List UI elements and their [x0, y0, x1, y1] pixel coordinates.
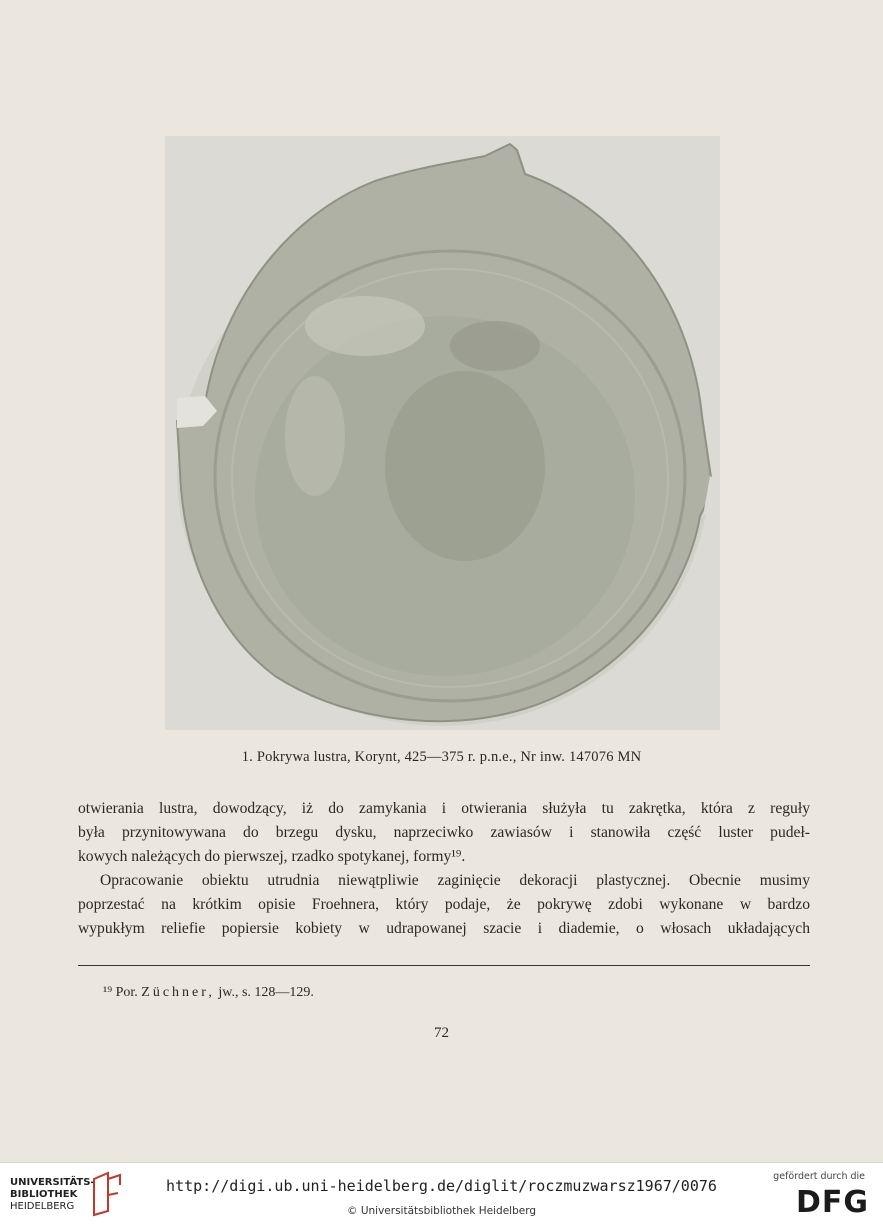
footnote-author: Züchner,: [141, 985, 215, 1000]
footnote-rest: jw., s. 128—129.: [218, 985, 314, 1000]
body-line: poprzestać na krótkim opisie Froehnera, który podaje, że pokrywę zdobi wykonane w bardzo: [78, 896, 810, 913]
body-line-last-text: kowych należących do pierwszej, rzadko spotykanej, formy¹⁹.: [78, 848, 466, 865]
library-name-line3: HEIDELBERG: [10, 1201, 75, 1212]
footnote-prefix: Por.: [115, 985, 138, 1000]
library-name-line2: BIBLIOTHEK: [10, 1189, 78, 1200]
figure-caption: 1. Pokrywa lustra, Korynt, 425—375 r. p.n.e., Nr inw. 147076 MN: [241, 749, 642, 765]
page-number: 72: [434, 1025, 449, 1041]
funder-note: gefördert durch die: [773, 1171, 865, 1182]
mirror-lid-image: [165, 136, 720, 730]
body-line: Opracowanie obiektu utrudnia niewątpliwie zaginięcie dekoracji plastycznej. Obecnie musimy: [100, 872, 810, 889]
body-line: wypukłym reliefie popiersie kobiety w udrapowanej szacie i diademie, o włosach układających: [78, 920, 810, 937]
copyright-notice: © Universitätsbibliothek Heidelberg: [346, 1205, 536, 1217]
viewer-footer: [0, 1162, 883, 1228]
dfg-logo: DFG: [795, 1185, 869, 1220]
footnote: [103, 985, 314, 1001]
body-line: była przynitowywana do brzegu dysku, naprzeciwko zawiasów i stanowiła część luster pudeł-: [78, 824, 810, 841]
library-name-line1: UNIVERSITÄTS-: [10, 1177, 95, 1188]
body-line: otwierania lustra, dowodzący, iż do zamykania i otwierania służyła tu zakrętka, która z reguły: [78, 800, 810, 817]
body-text: [78, 797, 810, 941]
footnote-rule: [78, 965, 810, 966]
body-line-last: [78, 845, 810, 869]
mirror-lid-photograph: [165, 136, 720, 730]
footnote-number: ¹⁹: [103, 985, 113, 1000]
permalink-url[interactable]: http://digi.ub.uni-heidelberg.de/diglit/roczmuzwarsz1967/0076: [166, 1177, 717, 1195]
